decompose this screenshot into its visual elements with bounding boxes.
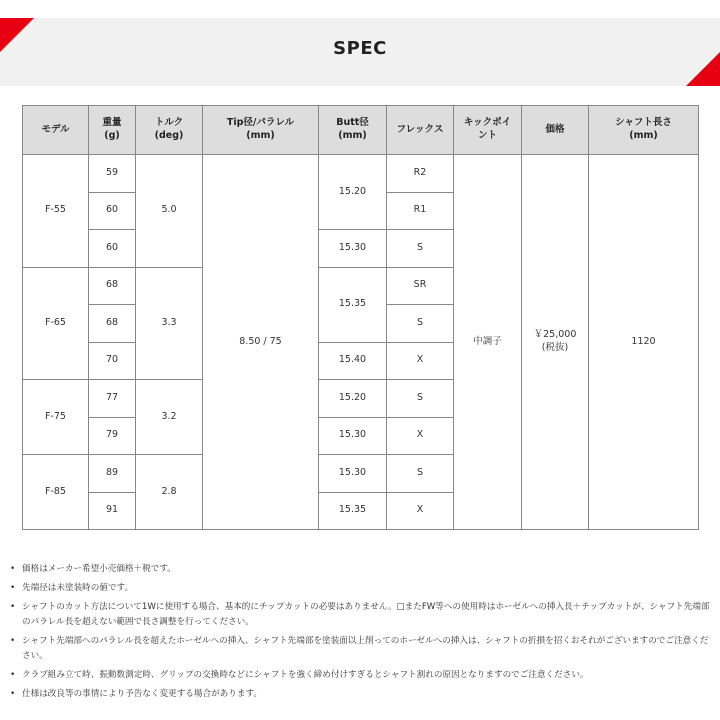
section-title: SPEC — [333, 38, 387, 59]
note-text: 先端径は未塗装時の値です。 — [22, 583, 134, 593]
butt-cell: 15.40 — [319, 342, 387, 380]
bullet-icon: • — [10, 689, 16, 699]
table-row — [23, 155, 699, 193]
weight-cell: 60 — [89, 230, 136, 268]
torque-cell: 2.8 — [136, 455, 203, 530]
weight-cell: 68 — [89, 267, 136, 305]
spec-table — [22, 105, 699, 530]
tip-cell: 8.50 / 75 — [203, 155, 319, 530]
notes-list — [8, 562, 716, 706]
bullet-icon: • — [10, 583, 16, 593]
note-text: シャフトのカット方法について1Wに使用する場合、基本的にチップカットの必要はありません。□またFW等への使用時はホーゼルへの挿入長＋チップカットが、シャフト先端部のパラレル長を超えない範囲で長さ調整を行ってください。 — [22, 602, 710, 627]
list-item — [8, 687, 716, 702]
col-header-tip: Tip径/パラレル (mm) — [203, 106, 319, 155]
flex-cell: S — [387, 305, 454, 343]
model-cell: F-85 — [23, 455, 89, 530]
weight-cell: 89 — [89, 455, 136, 493]
col-header-weight: 重量 (g) — [89, 106, 136, 155]
col-header-butt: Butt径 (mm) — [319, 106, 387, 155]
flex-cell: X — [387, 492, 454, 530]
butt-cell: 15.30 — [319, 455, 387, 493]
flex-cell: R2 — [387, 155, 454, 193]
col-header-price: 価格 — [522, 106, 589, 155]
list-item — [8, 668, 716, 683]
weight-cell: 60 — [89, 192, 136, 230]
torque-cell: 3.3 — [136, 267, 203, 380]
col-header-kickpoint: キックポイ ント — [454, 106, 522, 155]
torque-cell: 3.2 — [136, 380, 203, 455]
bullet-icon: • — [10, 636, 16, 646]
weight-cell: 70 — [89, 342, 136, 380]
col-header-torque: トルク (deg) — [136, 106, 203, 155]
bullet-icon: • — [10, 602, 16, 612]
table-header-row — [23, 106, 699, 155]
weight-cell: 68 — [89, 305, 136, 343]
note-text: 価格はメーカー希望小売価格＋税です。 — [22, 564, 176, 574]
butt-cell: 15.20 — [319, 380, 387, 418]
col-header-model: モデル — [23, 106, 89, 155]
weight-cell: 77 — [89, 380, 136, 418]
note-text: クラブ組み立て時、振動数測定時、グリップの交換時などにシャフトを強く締め付けすぎるとシャフト割れの原因となりますのでご注意ください。 — [22, 670, 589, 680]
butt-cell: 15.30 — [319, 417, 387, 455]
kickpoint-cell: 中調子 — [454, 155, 522, 530]
note-text: 仕様は改良等の事情により予告なく変更する場合があります。 — [22, 689, 262, 699]
weight-cell: 79 — [89, 417, 136, 455]
list-item — [8, 562, 716, 577]
butt-cell: 15.30 — [319, 230, 387, 268]
bullet-icon: • — [10, 670, 16, 680]
weight-cell: 59 — [89, 155, 136, 193]
butt-cell: 15.35 — [319, 492, 387, 530]
list-item — [8, 634, 716, 664]
model-cell: F-55 — [23, 155, 89, 268]
list-item — [8, 600, 716, 630]
flex-cell: X — [387, 342, 454, 380]
model-cell: F-65 — [23, 267, 89, 380]
price-cell: ￥25,000 (税抜) — [522, 155, 589, 530]
flex-cell: S — [387, 230, 454, 268]
length-cell: 1120 — [589, 155, 699, 530]
flex-cell: S — [387, 380, 454, 418]
butt-cell: 15.35 — [319, 267, 387, 342]
col-header-length: シャフト長さ (mm) — [589, 106, 699, 155]
flex-cell: S — [387, 455, 454, 493]
flex-cell: R1 — [387, 192, 454, 230]
list-item — [8, 581, 716, 596]
spec-header-band — [0, 18, 720, 86]
flex-cell: SR — [387, 267, 454, 305]
torque-cell: 5.0 — [136, 155, 203, 268]
weight-cell: 91 — [89, 492, 136, 530]
col-header-flex: フレックス — [387, 106, 454, 155]
model-cell: F-75 — [23, 380, 89, 455]
note-text: シャフト先端部へのパラレル長を超えたホーゼルへの挿入、シャフト先端部を塗装面以上削ってのホーゼルへの挿入は、シャフトの折損を招くおそれがございますのでご注意ください。 — [22, 636, 709, 661]
bullet-icon: • — [10, 564, 16, 574]
flex-cell: X — [387, 417, 454, 455]
butt-cell: 15.20 — [319, 155, 387, 230]
